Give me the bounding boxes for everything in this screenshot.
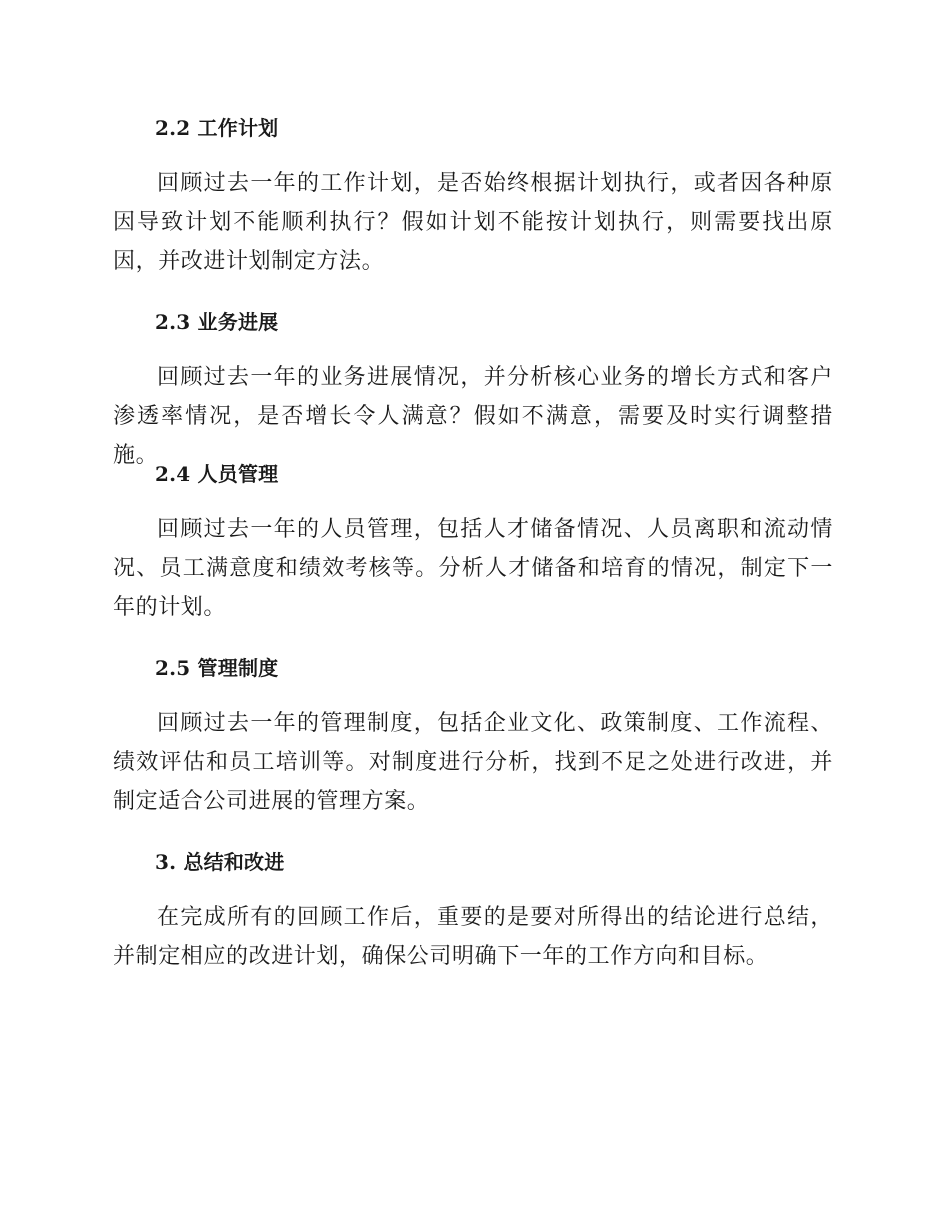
section-business-progress <box>113 307 833 475</box>
section-paragraph: 回顾过去一年的人员管理，包括人才储备情况、人员离职和流动情况、员工满意度和绩效考核等。分析人才储备和培育的情况，制定下一年的计划。 <box>113 517 833 620</box>
section-paragraph: 在完成所有的回顾工作后，重要的是要对所得出的结论进行总结，并制定相应的改进计划，确保公司明确下一年的工作方向和目标。 <box>113 905 833 969</box>
section-management-system <box>113 653 833 821</box>
section-paragraph: 回顾过去一年的工作计划，是否始终根据计划执行，或者因各种原因导致计划不能顺利执行？假如计划不能按计划执行，则需要找出原因，并改进计划制定方法。 <box>113 171 833 274</box>
section-work-plan <box>113 113 833 281</box>
section-paragraph: 回顾过去一年的业务进展情况，并分析核心业务的增长方式和客户渗透率情况，是否增长令人满意？假如不满意，需要及时实行调整措施。 <box>113 365 833 468</box>
section-summary-improvement <box>113 847 833 976</box>
section-heading: 2.2 工作计划 <box>155 116 279 140</box>
section-paragraph: 回顾过去一年的管理制度，包括企业文化、政策制度、工作流程、绩效评估和员工培训等。对制度进行分析，找到不足之处进行改进，并制定适合公司进展的管理方案。 <box>113 711 833 814</box>
section-heading: 2.5 管理制度 <box>155 656 279 680</box>
section-heading: 3. 总结和改进 <box>155 850 285 874</box>
section-personnel-management <box>113 459 833 627</box>
section-heading: 2.3 业务进展 <box>155 310 279 334</box>
section-heading: 2.4 人员管理 <box>155 462 279 486</box>
